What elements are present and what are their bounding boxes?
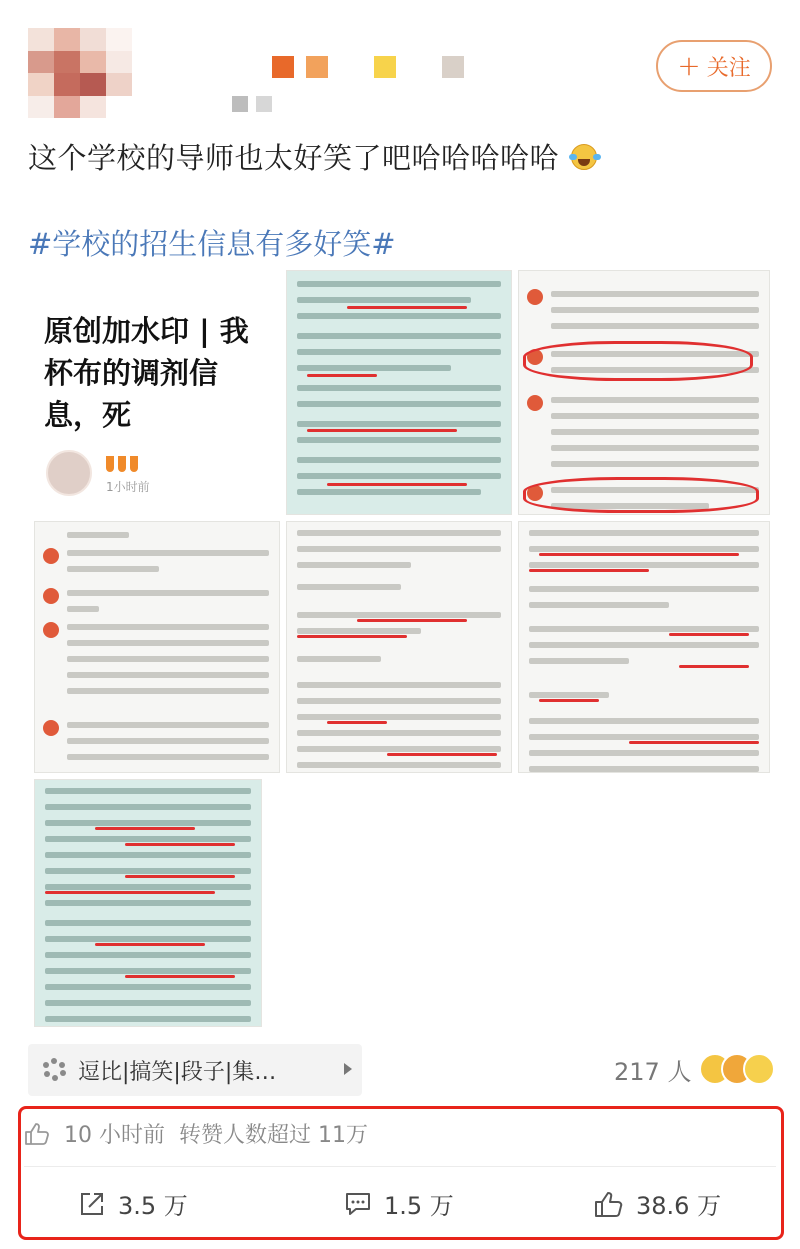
reaction-emoji-icons xyxy=(699,1053,777,1087)
follow-button[interactable] xyxy=(656,40,772,92)
username-blurred[interactable] xyxy=(272,56,464,78)
post-body: 这个学校的导师也太好笑了吧哈哈哈哈哈 xyxy=(28,141,560,175)
carrot-icons xyxy=(106,456,138,472)
repost-like-summary: 转赞人数超过 11万 xyxy=(179,1123,368,1148)
like-count: 38.6 万 xyxy=(636,1192,722,1220)
collage-image-4[interactable] xyxy=(34,521,280,773)
thumbs-up-icon xyxy=(594,1190,624,1218)
plus-icon: + xyxy=(677,49,701,82)
post-text xyxy=(28,136,601,177)
comment-icon xyxy=(344,1190,372,1218)
collage-time: 1小时前 xyxy=(106,480,150,494)
comment-button[interactable] xyxy=(344,1186,454,1221)
divider xyxy=(24,1166,776,1167)
avatar[interactable] xyxy=(28,28,132,118)
collage-image-5[interactable] xyxy=(286,521,512,773)
post-time: 10 小时前 xyxy=(64,1123,165,1148)
collage-image-3[interactable] xyxy=(518,270,770,515)
follow-label: 关注 xyxy=(706,55,751,81)
share-icon xyxy=(78,1190,106,1218)
post-meta-blurred xyxy=(232,96,272,112)
hashtag-link[interactable]: #学校的招生信息有多好笑# xyxy=(28,227,396,261)
like-button[interactable] xyxy=(594,1186,721,1221)
collage-image-2[interactable] xyxy=(286,270,512,515)
collage-avatar xyxy=(46,450,92,496)
laugh-cry-emoji-icon xyxy=(567,142,601,172)
likes-summary xyxy=(24,1118,368,1149)
comment-count: 1.5 万 xyxy=(384,1192,454,1220)
category-chip[interactable] xyxy=(28,1044,362,1096)
chevron-right-icon xyxy=(344,1063,352,1075)
collage-headline: 原创加水印 | 我杯布的调剂信息，死 xyxy=(44,314,249,432)
reactions-count: 217 人 xyxy=(614,1058,692,1086)
loading-dots-icon xyxy=(42,1058,66,1082)
reactions-summary[interactable] xyxy=(614,1052,777,1087)
collage-image-7[interactable] xyxy=(34,779,262,1027)
collage-image-1[interactable] xyxy=(34,270,280,515)
repost-count: 3.5 万 xyxy=(118,1192,188,1220)
image-collage[interactable] xyxy=(34,270,770,1030)
collage-image-6[interactable] xyxy=(518,521,770,773)
repost-button[interactable] xyxy=(78,1186,188,1221)
thumbs-up-outline-icon xyxy=(24,1122,50,1146)
category-label: 逗比|搞笑|段子|集… xyxy=(78,1059,277,1085)
